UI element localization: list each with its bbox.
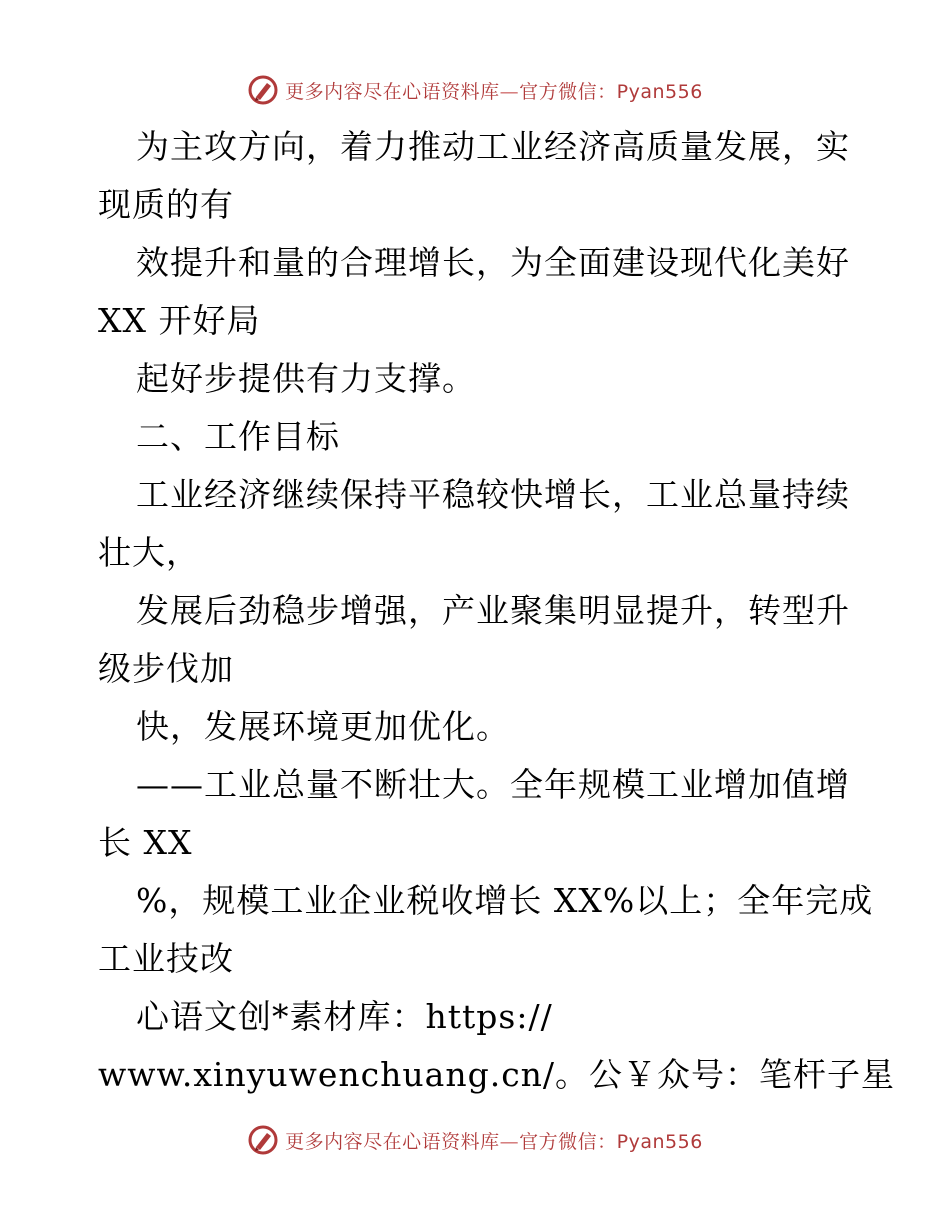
banner-wechat-text: 官方微信：Pyan556 <box>519 80 703 103</box>
banner-main-text: 更多内容尽在心语资料库 <box>285 80 500 103</box>
banner-dash: — <box>499 80 520 103</box>
text-line: www.xinyuwenchuang.cn/。公￥众号：笔杆子星 <box>98 1055 896 1094</box>
text-line: 工业技改 <box>98 939 234 978</box>
text-line: 现质的有 <box>98 185 234 224</box>
pen-logo-icon <box>247 1124 279 1156</box>
banner-text <box>285 1127 703 1154</box>
text-line: 心语文创*素材库：https:// <box>136 997 553 1036</box>
text-line: %，规模工业企业税收增长 XX%以上；全年完成 <box>136 881 874 920</box>
banner-dash: — <box>499 1130 520 1153</box>
banner-main-text: 更多内容尽在心语资料库 <box>285 1130 500 1153</box>
document-body <box>98 118 896 1104</box>
text-line: 起好步提供有力支撑。 <box>136 359 476 398</box>
header-watermark-banner <box>0 70 950 110</box>
banner-text <box>285 77 703 104</box>
text-line: 壮大， <box>98 533 200 572</box>
text-line: 工业经济继续保持平稳较快增长，工业总量持续 <box>136 475 850 514</box>
pen-logo-icon <box>247 74 279 106</box>
text-line: 为主攻方向，着力推动工业经济高质量发展，实 <box>136 127 850 166</box>
footer-watermark-banner <box>0 1120 950 1160</box>
text-line: 二、工作目标 <box>136 417 340 456</box>
text-line: ——工业总量不断壮大。全年规模工业增加值增 <box>136 765 850 804</box>
text-line: XX 开好局 <box>98 301 261 340</box>
text-line: 级步伐加 <box>98 649 234 688</box>
banner-wechat-text: 官方微信：Pyan556 <box>519 1130 703 1153</box>
text-line: 效提升和量的合理增长，为全面建设现代化美好 <box>136 243 850 282</box>
text-line: 发展后劲稳步增强，产业聚集明显提升，转型升 <box>136 591 850 630</box>
text-line: 长 XX <box>98 823 193 862</box>
text-line: 快，发展环境更加优化。 <box>136 707 510 746</box>
